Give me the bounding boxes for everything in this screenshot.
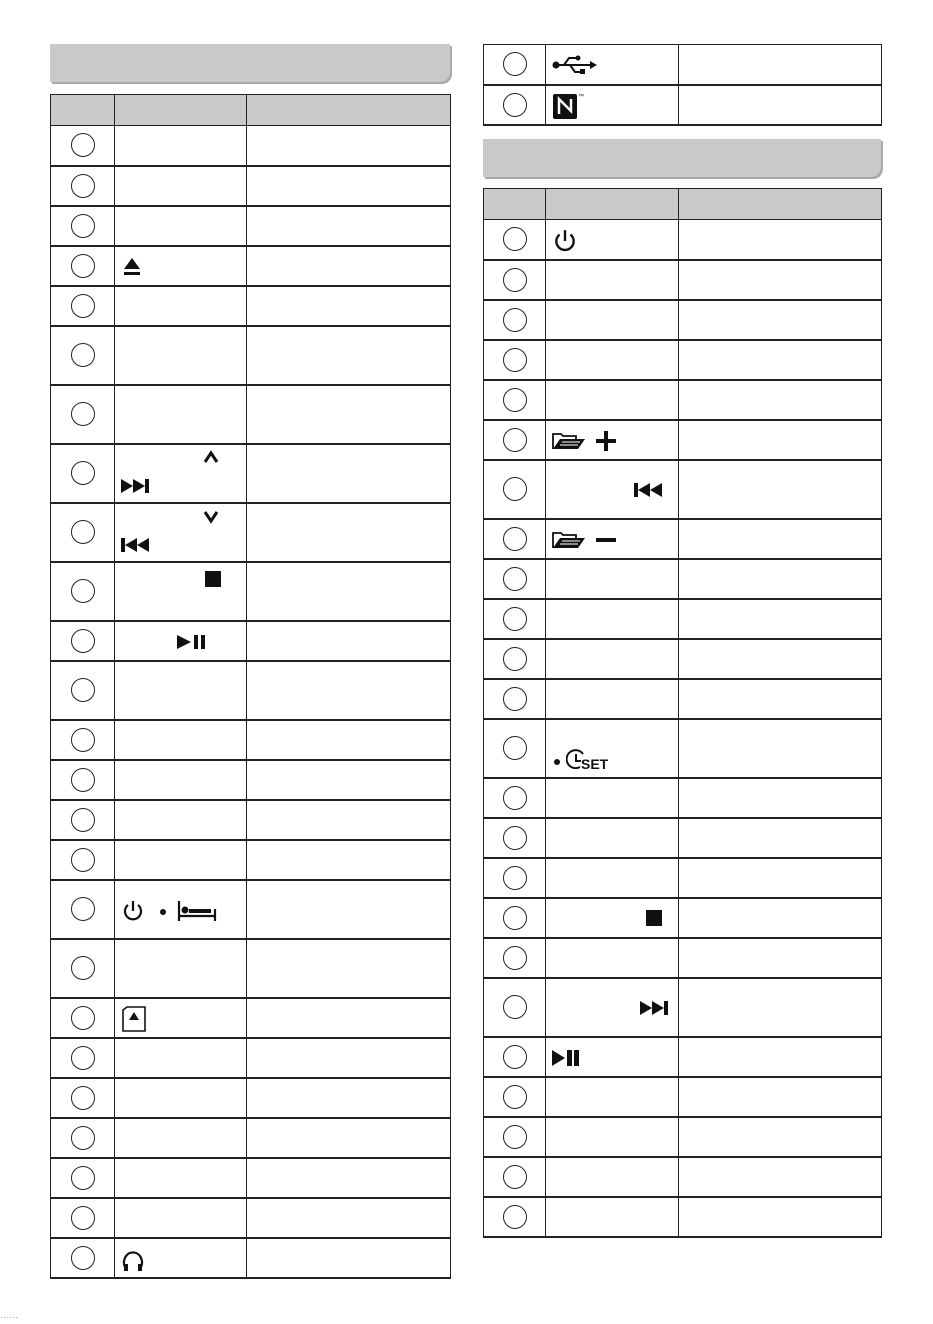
table-row [484, 1197, 882, 1237]
table-row [51, 1038, 451, 1078]
next-track-icon [121, 478, 151, 494]
power-icon [552, 228, 578, 254]
table-row [484, 340, 882, 380]
table-row [484, 818, 882, 858]
headphones-icon [121, 1247, 145, 1273]
table-row [484, 938, 882, 978]
play-pause-icon [552, 1049, 582, 1067]
row-number-circle [503, 567, 527, 591]
page-footer-artifact: …… [0, 1310, 18, 1320]
row-number-circle [503, 1205, 527, 1229]
chevron-down-icon [203, 510, 219, 524]
bullet-dot [554, 759, 560, 765]
header-number [51, 95, 115, 126]
row-number-circle [503, 946, 527, 970]
row-number-circle [71, 1046, 95, 1070]
row-number-circle [503, 995, 527, 1019]
table-row [51, 720, 451, 760]
table-row [51, 444, 451, 503]
row-number-circle [71, 897, 95, 921]
table-row [51, 1078, 451, 1118]
sd-card-icon [121, 1006, 147, 1032]
nfc-icon [552, 91, 586, 121]
table-row [484, 300, 882, 340]
stop-icon [205, 571, 221, 587]
row-number-circle [71, 956, 95, 980]
row-number-circle [503, 687, 527, 711]
row-number-circle [71, 1206, 95, 1230]
table-row [484, 420, 882, 460]
remote-controls-table [483, 188, 882, 1238]
table-row [484, 380, 882, 420]
row-number-circle [71, 1246, 95, 1270]
row-number-circle [71, 461, 95, 485]
row-number-circle [71, 1006, 95, 1030]
table-row [51, 880, 451, 939]
previous-track-icon [121, 537, 151, 553]
row-number-circle [503, 826, 527, 850]
remote-section-banner [483, 139, 881, 177]
header-description [247, 95, 451, 126]
header-number [484, 189, 546, 220]
row-number-circle [71, 520, 95, 544]
table-row [484, 260, 882, 300]
table-row [484, 898, 882, 938]
row-number-circle [503, 607, 527, 631]
row-number-circle [71, 214, 95, 238]
table-header-row [484, 189, 882, 220]
row-number-circle [71, 1086, 95, 1110]
table-row [484, 85, 882, 125]
stop-icon [646, 910, 662, 926]
row-number-circle [71, 343, 95, 367]
table-row [51, 206, 451, 246]
folder-icon [552, 530, 586, 550]
plus-icon [596, 431, 616, 451]
table-row [51, 1198, 451, 1238]
table-row [51, 385, 451, 444]
table-row [51, 939, 451, 998]
row-number-circle [503, 1125, 527, 1149]
row-number-circle [503, 348, 527, 372]
row-number-circle [503, 428, 527, 452]
table-row [484, 639, 882, 679]
row-number-circle [503, 1045, 527, 1069]
row-number-circle [503, 527, 527, 551]
row-number-circle [71, 294, 95, 318]
table-row [51, 661, 451, 720]
table-row [484, 978, 882, 1037]
table-row [51, 760, 451, 800]
table-row [484, 599, 882, 639]
table-row [51, 326, 451, 385]
table-row [51, 1158, 451, 1198]
row-number-circle [71, 579, 95, 603]
row-number-circle [71, 768, 95, 792]
table-row [51, 246, 451, 286]
row-number-circle [71, 133, 95, 157]
table-row [484, 1157, 882, 1197]
table-row [51, 840, 451, 880]
row-number-circle [503, 308, 527, 332]
table-row [484, 679, 882, 719]
table-row [51, 286, 451, 326]
table-row [484, 519, 882, 559]
play-pause-icon [177, 634, 207, 650]
row-number-circle [503, 477, 527, 501]
table-row [484, 559, 882, 599]
row-number-circle [503, 52, 527, 76]
row-number-circle [503, 388, 527, 412]
previous-track-icon [634, 482, 664, 498]
eject-icon [123, 257, 141, 277]
power-icon [121, 899, 145, 923]
table-row [484, 719, 882, 778]
table-row [484, 858, 882, 898]
row-number-circle [503, 268, 527, 292]
table-row [484, 1077, 882, 1117]
table-row [51, 621, 451, 661]
table-row [51, 166, 451, 206]
row-number-circle [503, 866, 527, 890]
row-number-circle [71, 848, 95, 872]
row-number-circle [503, 647, 527, 671]
sleep-bed-icon [177, 899, 217, 923]
header-description [679, 189, 882, 220]
table-row [51, 1118, 451, 1158]
row-number-circle [71, 402, 95, 426]
header-control [115, 95, 247, 126]
table-row [51, 503, 451, 562]
table-row [51, 562, 451, 621]
row-number-circle [71, 728, 95, 752]
folder-icon [552, 431, 586, 451]
row-number-circle [71, 678, 95, 702]
header-control [546, 189, 679, 220]
table-row [484, 778, 882, 818]
clock-set-label: SET [581, 755, 609, 772]
port-table [483, 44, 882, 126]
row-number-circle [503, 906, 527, 930]
bullet-dot [160, 909, 166, 915]
row-number-circle [71, 1166, 95, 1190]
table-row [51, 1238, 451, 1278]
row-number-circle [71, 808, 95, 832]
table-row [484, 220, 882, 260]
table-row [484, 45, 882, 85]
unit-controls-table [50, 94, 451, 1279]
clock-set-icon [566, 748, 622, 772]
row-number-circle [503, 93, 527, 117]
usb-icon [552, 55, 598, 75]
row-number-circle [503, 786, 527, 810]
row-number-circle [503, 1085, 527, 1109]
svg-text:™: ™ [578, 93, 584, 100]
table-row [484, 1117, 882, 1157]
table-row [484, 1037, 882, 1077]
table-row [51, 800, 451, 840]
row-number-circle [71, 1126, 95, 1150]
next-track-icon [640, 1000, 670, 1016]
row-number-circle [503, 227, 527, 251]
row-number-circle [71, 629, 95, 653]
minus-icon [596, 538, 616, 542]
row-number-circle [503, 1165, 527, 1189]
table-row [484, 460, 882, 519]
row-number-circle [71, 174, 95, 198]
table-header-row [51, 95, 451, 126]
left-section-banner [50, 44, 450, 82]
chevron-up-icon [203, 450, 219, 464]
table-row [51, 126, 451, 166]
row-number-circle [503, 736, 527, 760]
table-row [51, 998, 451, 1038]
row-number-circle [71, 254, 95, 278]
